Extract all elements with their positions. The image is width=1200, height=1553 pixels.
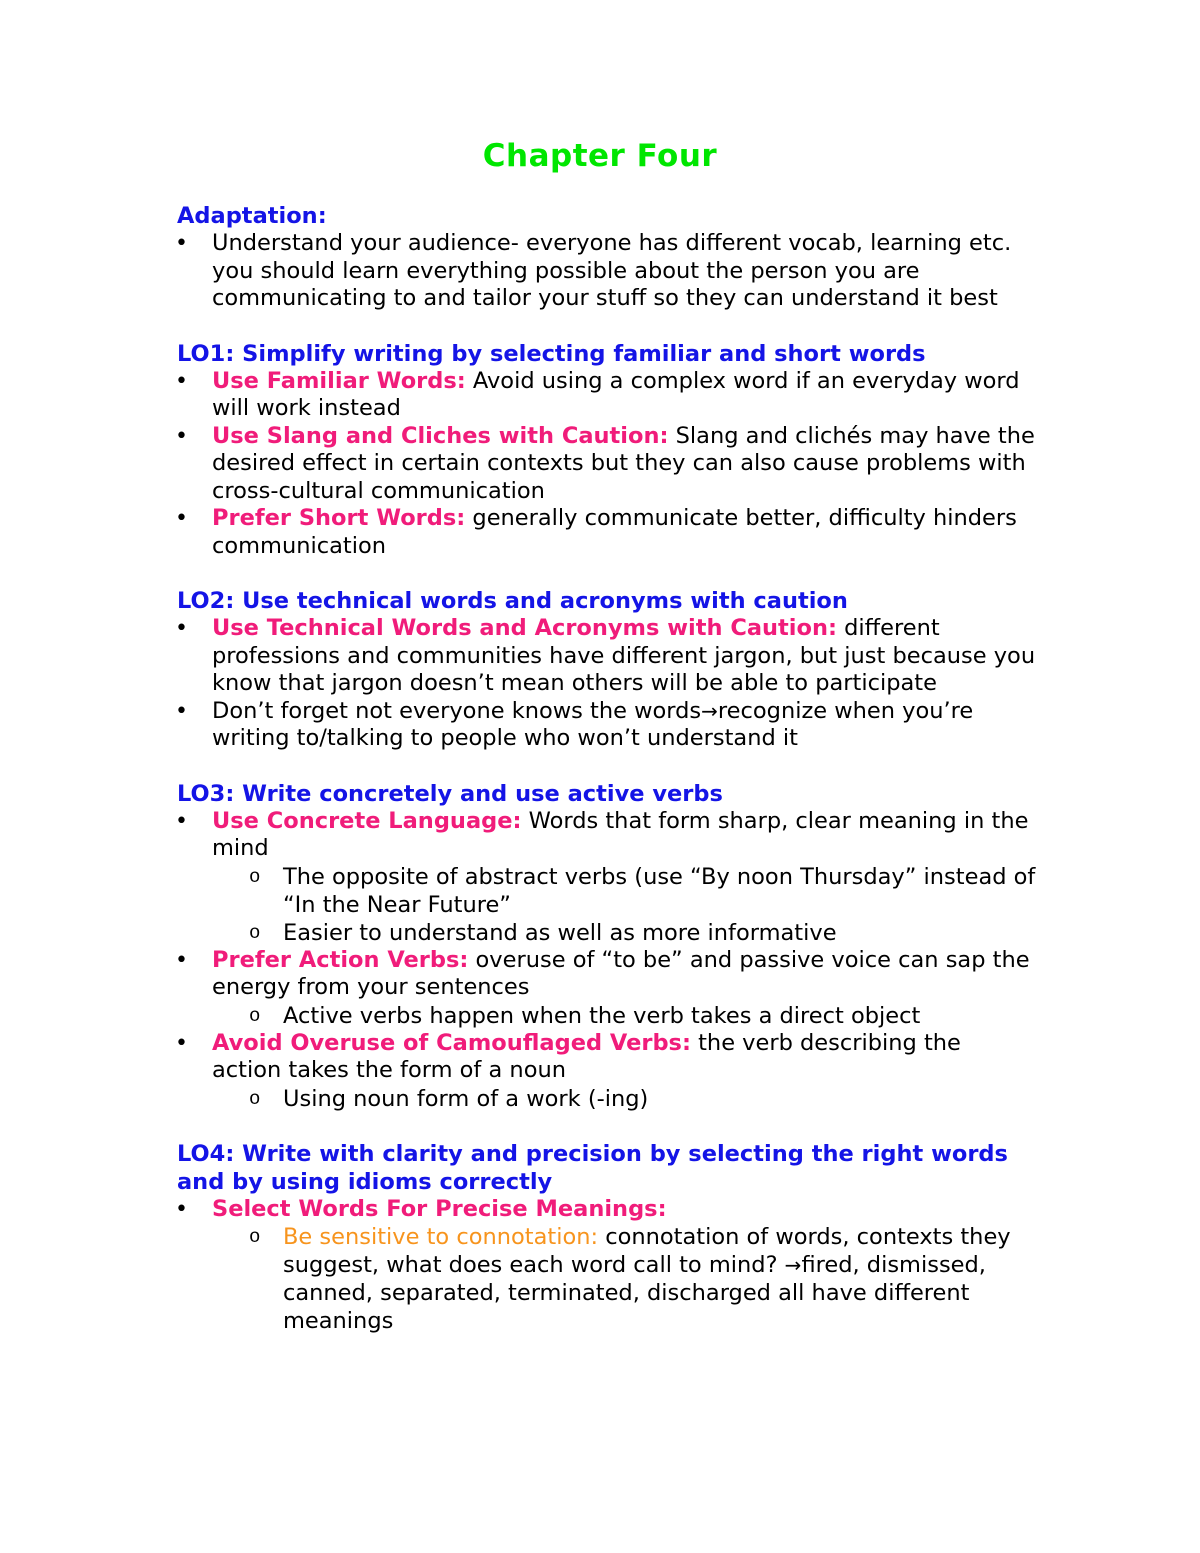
item-text: Understand your audience- everyone has different vocab, learning etc. you should learn everything possible about the person you are communicating to and tailor your stuff so they can understand it best	[212, 230, 1012, 311]
item-term: Prefer Short Words:	[212, 505, 466, 531]
item-text: different professions and communities have different jargon, but just because you know that jargon doesn’t mean others will be able to participate	[212, 615, 1036, 696]
list-item	[177, 505, 1037, 560]
sub-list-item	[177, 1223, 1037, 1335]
arrow-icon: →	[701, 698, 718, 723]
section-lo3	[177, 780, 1037, 1113]
list-item	[177, 1030, 1037, 1085]
list-item	[177, 947, 1037, 1002]
sub-list-item	[177, 1002, 1037, 1030]
item-term: Prefer Action Verbs:	[212, 946, 469, 973]
item-text: connotation of words, contexts they suggest, what does each word call to mind?	[283, 1224, 1011, 1278]
item-text: Using noun form of a work (-ing)	[283, 1085, 649, 1112]
section-heading: LO2: Use technical words and acronyms with caution	[177, 588, 848, 614]
item-term: Use Familiar Words:	[212, 367, 466, 394]
item-text: Active verbs happen when the verb takes a direct object	[283, 1002, 921, 1029]
list-item	[177, 698, 1037, 753]
item-text: Easier to understand as well as more informative	[283, 919, 837, 946]
sub-list-item	[177, 1085, 1037, 1113]
item-text: Avoid using a complex word if an everyday word will work instead	[212, 367, 1020, 421]
item-term: Use Concrete Language:	[212, 807, 522, 834]
document-body	[177, 202, 1037, 1362]
section-heading: LO4: Write with clarity and precision by selecting the right words and by using idioms correctly	[177, 1140, 1008, 1195]
section-adaptation	[177, 202, 1037, 313]
item-text: overuse of “to be” and passive voice can sap the energy from your sentences	[212, 946, 1030, 1000]
item-text: Words that form sharp, clear meaning in the mind	[212, 807, 1029, 861]
item-text: The opposite of abstract verbs (use “By noon Thursday” instead of “In the Near Future”	[283, 863, 1036, 918]
list-item	[177, 615, 1037, 698]
bullet-list	[177, 230, 1037, 313]
arrow-icon: →	[784, 1253, 802, 1277]
item-text: Don’t forget not everyone knows the words	[212, 697, 702, 724]
item-term: Select Words For Precise Meanings:	[212, 1195, 667, 1222]
item-text: generally communicate better, difficulty hinders communication	[212, 505, 1017, 559]
section-lo1	[177, 340, 1037, 561]
item-text: recognize when you’re writing to/talking to people who won’t understand it	[212, 697, 974, 751]
item-term: Avoid Overuse of Camouflaged Verbs:	[212, 1029, 691, 1056]
section-lo2	[177, 587, 1037, 753]
list-item	[177, 368, 1037, 423]
item-term: Use Technical Words and Acronyms with Caution:	[212, 615, 837, 641]
bullet-list	[177, 808, 1037, 1113]
sub-list-item	[177, 919, 1037, 947]
list-item	[177, 808, 1037, 863]
section-heading: LO1: Simplify writing by selecting familiar and short words	[177, 340, 926, 367]
section-heading: Adaptation:	[177, 203, 327, 229]
section-lo4	[177, 1140, 1037, 1336]
page-title: Chapter Four	[482, 138, 718, 174]
item-text: Slang and clichés may have the desired effect in certain contexts but they can also cause problems with cross-cultural communication	[212, 422, 1035, 504]
bullet-list	[177, 615, 1037, 753]
list-item	[177, 1196, 1037, 1224]
section-heading: LO3: Write concretely and use active verbs	[177, 780, 723, 807]
list-item	[177, 423, 1037, 506]
item-text: the verb describing the action takes the form of a noun	[212, 1029, 961, 1083]
item-text: fired, dismissed, canned, separated, terminated, discharged all have different meanings	[283, 1252, 986, 1334]
item-term: Use Slang and Cliches with Caution:	[212, 422, 669, 449]
bullet-list	[177, 368, 1037, 561]
bullet-list	[177, 1196, 1037, 1336]
sub-list-item	[177, 863, 1037, 919]
item-subterm: Be sensitive to connotation:	[283, 1224, 599, 1250]
list-item	[177, 230, 1037, 313]
